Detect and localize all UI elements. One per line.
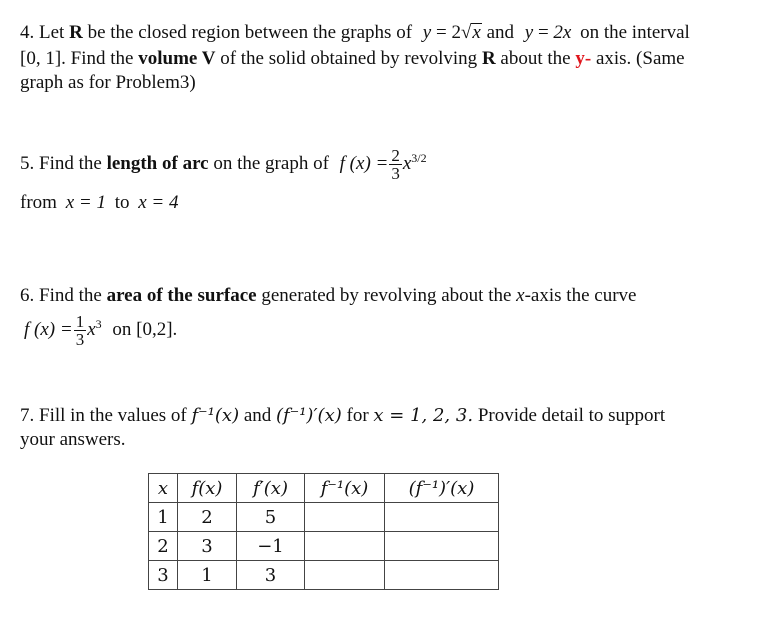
fraction-denominator: 3 [75,330,85,350]
problem-number: 7. [20,405,35,426]
text: Find the [39,285,102,306]
exponent: 3/2 [411,151,427,165]
column-header: (f⁻¹)′(x) [385,474,499,503]
interval: [0, 1]. [20,48,66,69]
math-expr: x = 1, 2, 3. [373,405,474,426]
fraction-denominator: 3 [391,164,400,184]
math-var: x [87,319,96,340]
math-eq: = [435,22,447,43]
math-expr: 2x [553,22,572,43]
column-header: f(x) [178,474,237,503]
table-row [149,532,499,561]
problem-5-line-2 [20,191,179,215]
table-cell: 1 [149,503,178,532]
text: and [243,405,272,426]
bold-term: length of arc [106,153,209,174]
table-cell-blank [305,532,385,561]
math-var: y [524,22,534,43]
math-coef: 2 [451,22,461,43]
math-var: x [402,153,412,174]
math-expr: f⁻¹(x) [191,405,240,426]
math-expr: f (x) = [339,153,389,174]
text: of the solid obtained by revolving [220,48,478,69]
table-cell-blank [305,561,385,590]
text: Let [39,22,65,43]
table-cell: 3 [237,561,305,590]
problem-number: 4. [20,22,35,43]
table-row [149,561,499,590]
math-expr: x = 4 [138,192,179,213]
bold-term: area of the surface [106,285,257,306]
problem-7-line-2 [20,428,126,452]
bold-term: volume V [138,48,216,69]
problem-4-line-2 [20,47,685,71]
table-cell: 3 [149,561,178,590]
text: Find the [39,153,102,174]
table-cell: 5 [237,503,305,532]
fraction-numerator: 1 [75,312,85,332]
table-cell-blank [385,561,499,590]
table-row [149,503,499,532]
math-var: x [516,285,525,306]
interval: [0,2]. [136,319,178,340]
text: be the closed region between the graphs of [87,22,413,43]
text: for [346,405,369,426]
text: axis. (Same [595,48,685,69]
column-header: f′(x) [237,474,305,503]
table-header-row [149,474,499,503]
problem-number: 6. [20,285,35,306]
table-cell: −1 [237,532,305,561]
text: to [114,192,130,213]
text: on [112,319,132,340]
text: from [20,192,57,213]
text: on the interval [580,22,690,43]
table-cell-blank [305,503,385,532]
problem-number: 5. [20,153,35,174]
text: and [486,22,514,43]
red-y-axis: y- [575,48,592,69]
math-eq: = [537,22,549,43]
column-header: x [149,474,178,503]
text: on the graph of [213,153,329,174]
region-symbol: R [481,48,496,69]
problem-4-line-1 [20,21,690,45]
problem-6-line-1 [20,284,636,308]
text: Provide detail to support [477,405,666,426]
text: about the [500,48,571,69]
table-cell: 1 [178,561,237,590]
math-expr: (f⁻¹)′(x) [276,405,342,426]
text: Fill in the values of [39,405,187,426]
fraction [389,147,402,182]
problem-5-line-1 [20,142,427,186]
table-cell-blank [385,532,499,561]
text: generated by revolving about the [261,285,512,306]
sqrt-radicand: x [472,22,481,43]
column-header: f⁻¹(x) [305,474,385,503]
text: your answers. [20,429,126,450]
fraction-numerator: 2 [391,146,400,166]
table-cell-blank [385,503,499,532]
problem-4-line-3 [20,71,196,95]
problem-6-line-2 [24,308,177,352]
values-table [148,473,499,590]
text: Find the [70,48,134,69]
problem-7-line-1 [20,404,665,428]
math-var: y [422,22,432,43]
table-cell: 2 [149,532,178,561]
text: graph as for Problem3) [20,72,196,93]
text: -axis the curve [524,285,637,306]
fraction [74,313,87,348]
region-symbol: R [69,22,83,43]
math-expr: f (x) = [24,319,73,340]
math-expr: x = 1 [65,192,106,213]
table-cell: 3 [178,532,237,561]
exponent: 3 [95,317,102,331]
sqrt-sign: √ [460,22,472,43]
table-cell: 2 [178,503,237,532]
